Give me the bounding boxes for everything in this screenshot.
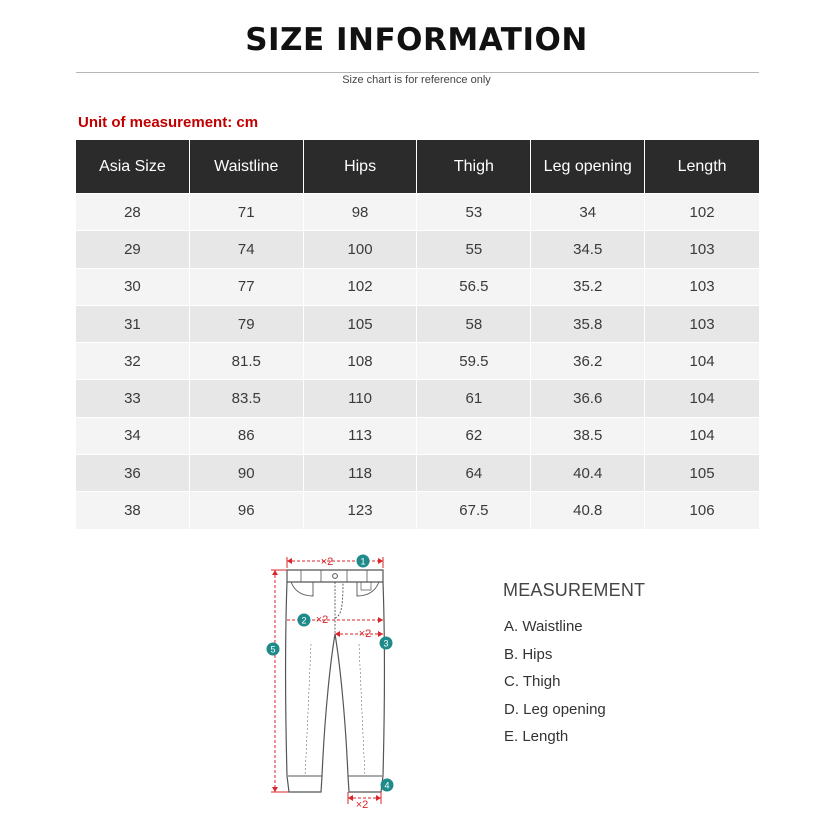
table-cell: 113 bbox=[304, 417, 418, 454]
table-cell: 102 bbox=[304, 268, 418, 305]
size-table bbox=[76, 140, 759, 529]
table-cell: 118 bbox=[304, 454, 418, 491]
table-cell: 104 bbox=[645, 379, 759, 416]
page-title: SIZE INFORMATION bbox=[245, 22, 588, 58]
marker-2-label: 2 bbox=[301, 615, 307, 626]
table-cell: 64 bbox=[417, 454, 531, 491]
table-cell: 103 bbox=[645, 268, 759, 305]
table-cell: 34 bbox=[76, 417, 190, 454]
table-cell: 58 bbox=[417, 305, 531, 342]
table-cell: 104 bbox=[645, 417, 759, 454]
table-cell: 79 bbox=[190, 305, 304, 342]
column-header: Hips bbox=[304, 140, 418, 193]
list-item: B. Hips bbox=[504, 645, 553, 663]
table-cell: 36.2 bbox=[531, 342, 645, 379]
table-cell: 105 bbox=[304, 305, 418, 342]
table-cell: 62 bbox=[417, 417, 531, 454]
table-cell: 108 bbox=[304, 342, 418, 379]
pants-outline-icon bbox=[286, 570, 385, 792]
table-cell: 71 bbox=[190, 193, 304, 230]
table-row bbox=[76, 268, 759, 305]
table-cell: 28 bbox=[76, 193, 190, 230]
marker-1-label: 1 bbox=[360, 556, 366, 567]
column-header: Waistline bbox=[190, 140, 304, 193]
table-cell: 35.8 bbox=[531, 305, 645, 342]
unit-label: Unit of measurement: cm bbox=[78, 114, 259, 131]
table-cell: 35.2 bbox=[531, 268, 645, 305]
marker-4-label: 4 bbox=[384, 780, 390, 791]
table-cell: 103 bbox=[645, 230, 759, 267]
table-cell: 55 bbox=[417, 230, 531, 267]
table-row bbox=[76, 230, 759, 267]
table-cell: 86 bbox=[190, 417, 304, 454]
table-cell: 106 bbox=[645, 491, 759, 528]
table-cell: 38 bbox=[76, 491, 190, 528]
table-cell: 105 bbox=[645, 454, 759, 491]
table-cell: 110 bbox=[304, 379, 418, 416]
hips-multiplier: ×2 bbox=[315, 614, 329, 626]
table-cell: 36.6 bbox=[531, 379, 645, 416]
table-cell: 100 bbox=[304, 230, 418, 267]
table-cell: 33 bbox=[76, 379, 190, 416]
pants-measurement-diagram bbox=[255, 548, 405, 813]
table-row bbox=[76, 379, 759, 416]
table-cell: 59.5 bbox=[417, 342, 531, 379]
table-cell: 81.5 bbox=[190, 342, 304, 379]
table-cell: 96 bbox=[190, 491, 304, 528]
table-row bbox=[76, 417, 759, 454]
table-row bbox=[76, 491, 759, 528]
table-cell: 29 bbox=[76, 230, 190, 267]
table-cell: 40.8 bbox=[531, 491, 645, 528]
table-row bbox=[76, 454, 759, 491]
table-cell: 32 bbox=[76, 342, 190, 379]
table-cell: 40.4 bbox=[531, 454, 645, 491]
list-item: D. Leg opening bbox=[504, 700, 606, 718]
table-row bbox=[76, 305, 759, 342]
table-header-row bbox=[76, 140, 759, 193]
table-cell: 103 bbox=[645, 305, 759, 342]
marker-3-label: 3 bbox=[383, 638, 389, 649]
column-header: Leg opening bbox=[531, 140, 645, 193]
table-row bbox=[76, 193, 759, 230]
column-header: Thigh bbox=[417, 140, 531, 193]
table-cell: 83.5 bbox=[190, 379, 304, 416]
thigh-multiplier: ×2 bbox=[358, 628, 372, 640]
table-row bbox=[76, 342, 759, 379]
table-cell: 98 bbox=[304, 193, 418, 230]
list-item: A. Waistline bbox=[504, 618, 583, 635]
marker-5-label: 5 bbox=[270, 644, 276, 655]
table-cell: 74 bbox=[190, 230, 304, 267]
table-cell: 90 bbox=[190, 454, 304, 491]
measurement-legend bbox=[504, 617, 606, 755]
measurement-title: MEASUREMENT bbox=[503, 580, 646, 600]
list-item: E. Length bbox=[504, 728, 569, 746]
page-subtitle: Size chart is for reference only bbox=[342, 74, 491, 86]
table-cell: 61 bbox=[417, 379, 531, 416]
waistline-multiplier: ×2 bbox=[320, 556, 334, 568]
table-cell: 36 bbox=[76, 454, 190, 491]
table-cell: 102 bbox=[645, 193, 759, 230]
table-cell: 77 bbox=[190, 268, 304, 305]
column-header: Asia Size bbox=[76, 140, 190, 193]
table-cell: 38.5 bbox=[531, 417, 645, 454]
table-cell: 67.5 bbox=[417, 491, 531, 528]
table-cell: 30 bbox=[76, 268, 190, 305]
table-cell: 53 bbox=[417, 193, 531, 230]
table-cell: 123 bbox=[304, 491, 418, 528]
table-cell: 31 bbox=[76, 305, 190, 342]
table-cell: 34.5 bbox=[531, 230, 645, 267]
column-header: Length bbox=[645, 140, 759, 193]
table-cell: 34 bbox=[531, 193, 645, 230]
list-item: C. Thigh bbox=[504, 673, 561, 691]
table-cell: 56.5 bbox=[417, 268, 531, 305]
title-divider bbox=[76, 72, 759, 73]
table-cell: 104 bbox=[645, 342, 759, 379]
leg-opening-multiplier: ×2 bbox=[355, 799, 369, 811]
